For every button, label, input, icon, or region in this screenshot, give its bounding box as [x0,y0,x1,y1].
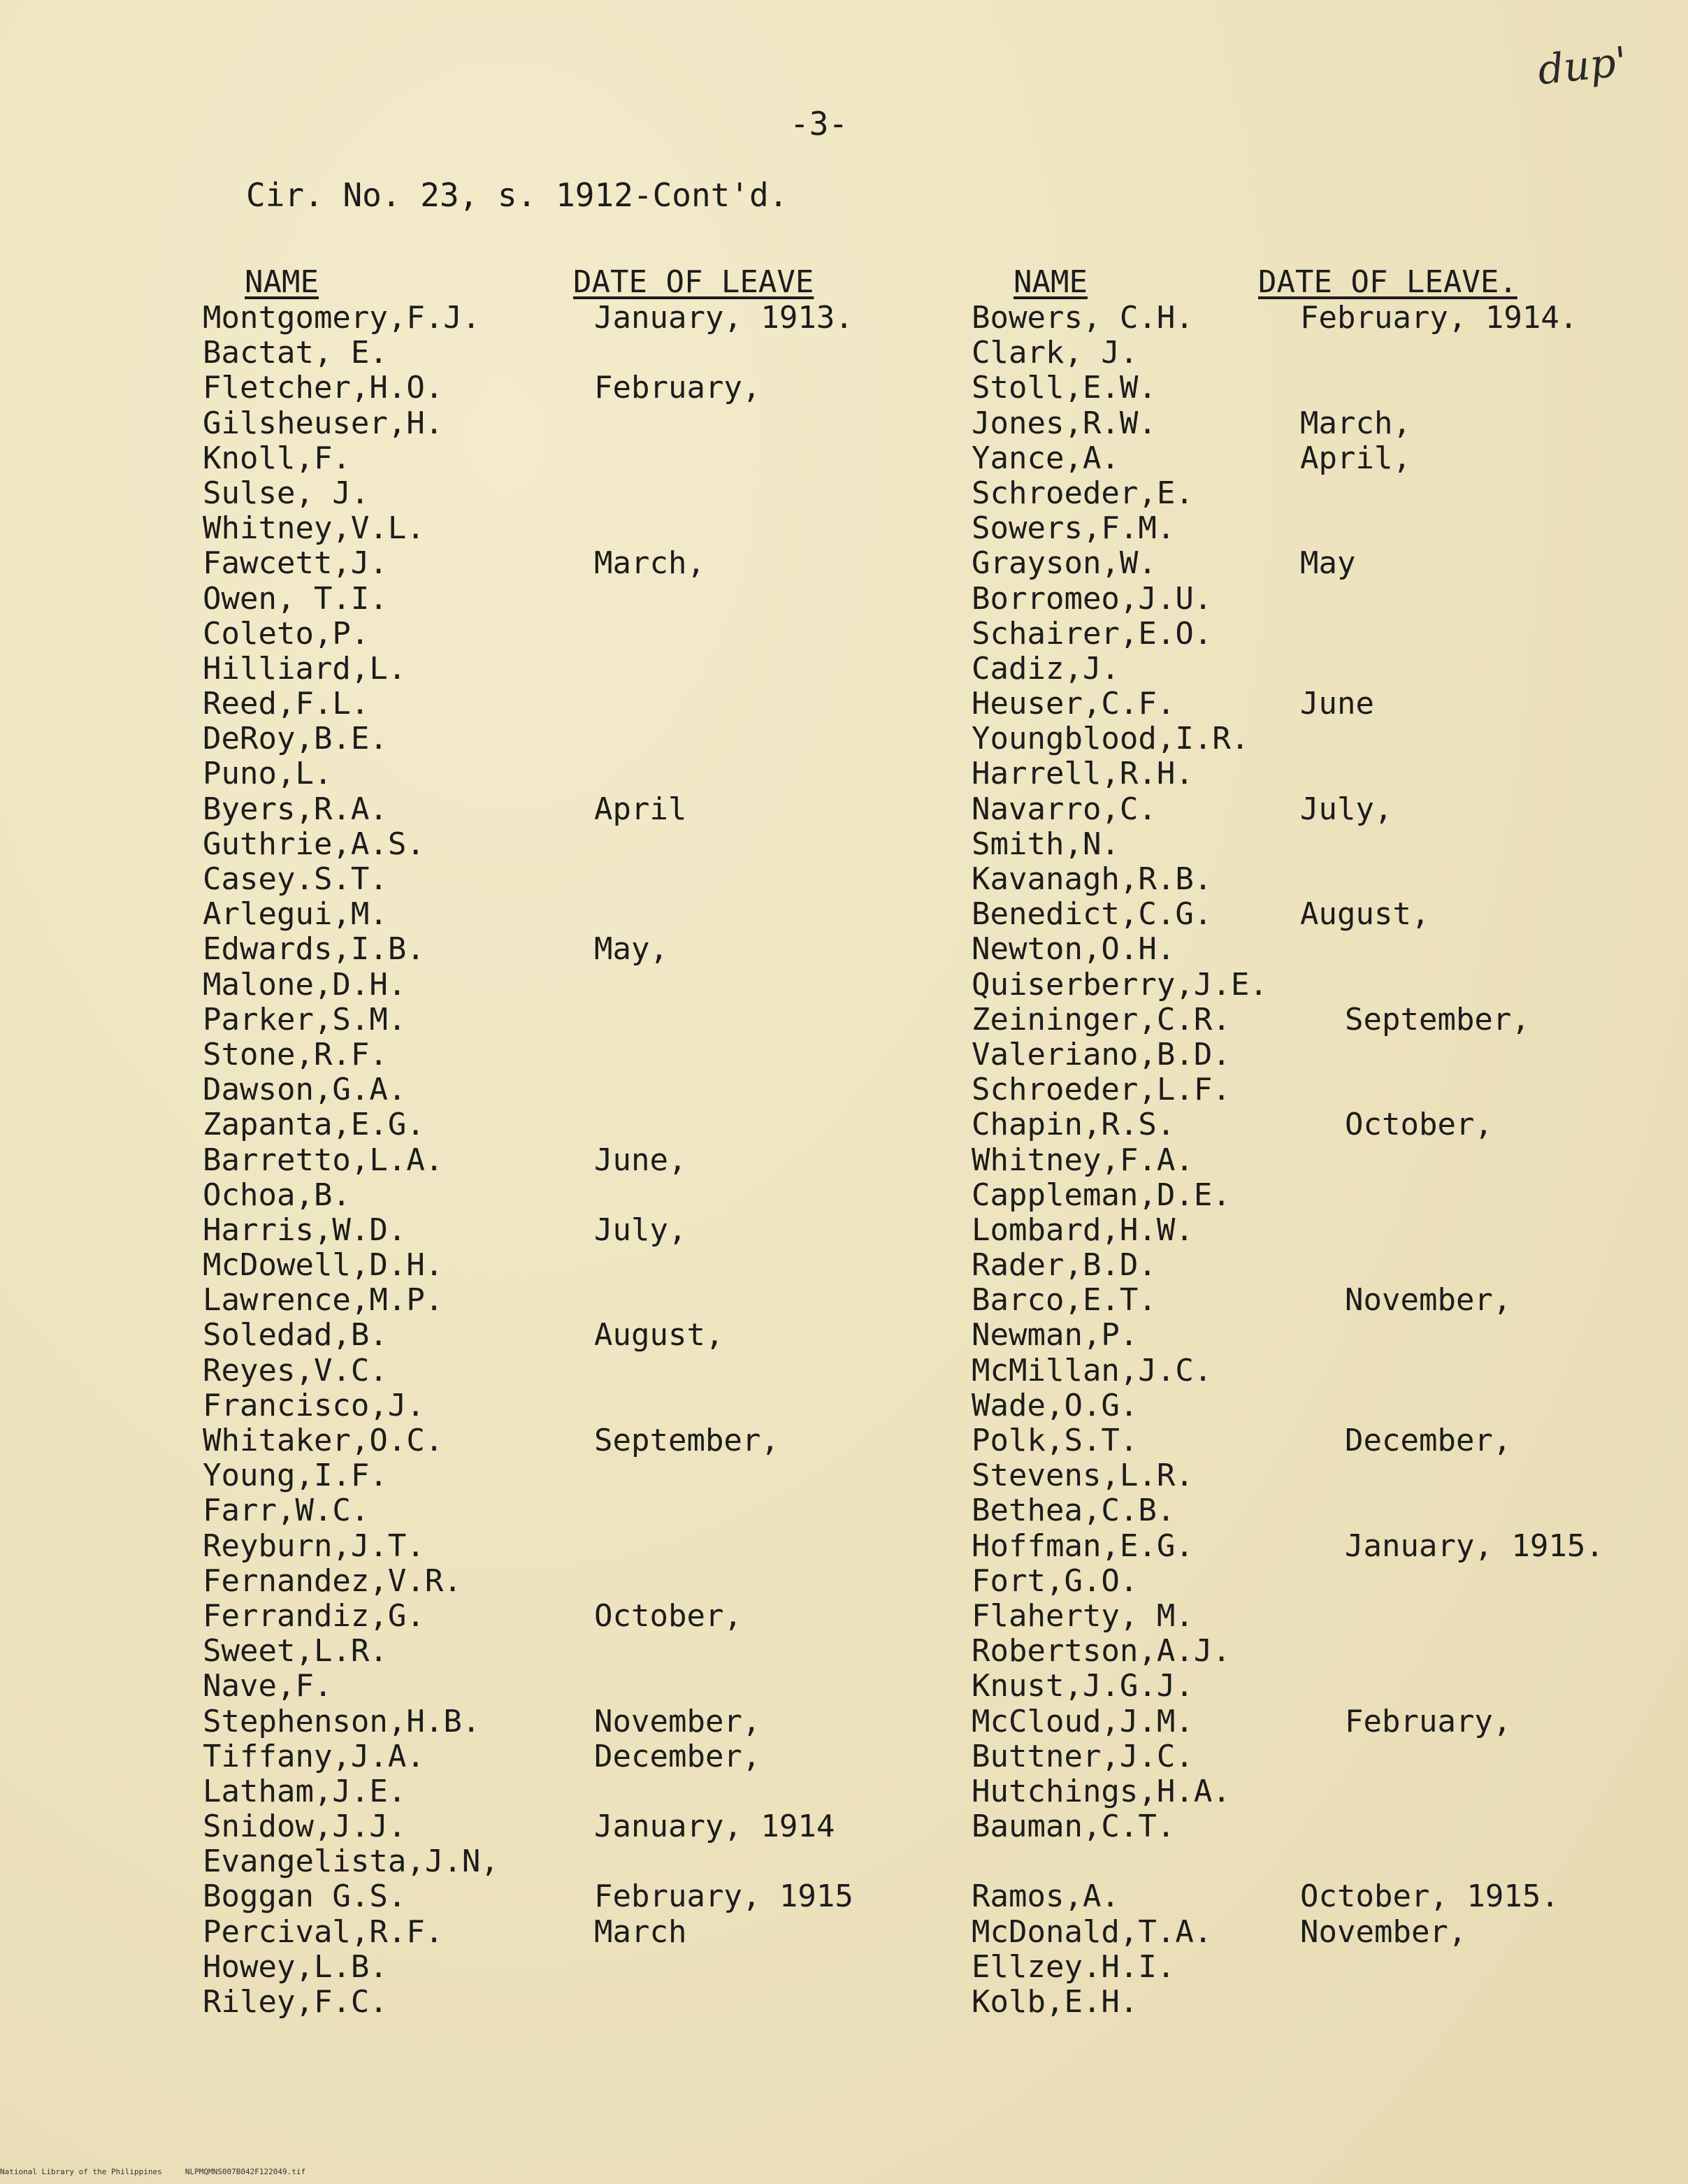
left-date-cell [594,1283,958,1318]
right-name-cell: Newton,O.H. [972,931,1176,968]
right-date-cell: February, [1345,1703,1512,1739]
left-date-cell: June, [594,1142,687,1178]
right-date-cell [1300,1072,1664,1107]
right-date-cell [1300,1493,1664,1528]
left-name-cell: Montgomery,F.J. [203,300,481,336]
left-name-cell: Owen, T.I. [203,580,388,617]
left-name-cell: Parker,S.M. [203,1001,407,1037]
right-name-cell: Lombard,H.W. [972,1212,1194,1248]
left-name-cell: Dawson,G.A. [203,1072,407,1108]
right-name-cell: Bauman,C.T. [972,1809,1176,1845]
left-date-cell [594,1178,958,1213]
left-date-cell [594,1844,958,1879]
right-name-cell: Newman,P. [972,1317,1139,1353]
right-date-cell: October, [1345,1107,1493,1143]
right-date-cell [1300,1809,1664,1844]
right-name-column [972,301,1321,2020]
left-date-cell [594,582,958,617]
left-name-cell: Knoll,F. [203,440,351,476]
left-date-cell [594,441,958,476]
right-name-cell: Bowers, C.H. [972,300,1194,336]
right-date-cell [1300,1599,1664,1634]
right-name-cell: Yance,A. [972,440,1120,476]
left-date-column [594,301,958,2020]
left-date-cell: January, 1913. [594,300,853,336]
left-date-cell [594,336,958,371]
left-date-cell: November, [594,1703,761,1739]
archive-footer: National Library of the Philippines NLPMQMNS007B042F122049.tif [0,2167,306,2176]
left-name-cell: Boggan G.S. [203,1878,407,1915]
right-name-cell: Polk,S.T. [972,1423,1139,1458]
left-date-cell [594,1072,958,1107]
left-name-cell: Fletcher,H.O. [203,370,444,406]
right-date-cell [1300,1353,1664,1388]
right-name-cell: Zeininger,C.R. [972,1001,1231,1037]
right-date-cell: September, [1345,1001,1530,1037]
left-date-cell [594,617,958,652]
left-date-cell [594,756,958,791]
left-date-cell: April [594,791,687,827]
right-date-cell [1300,1669,1664,1704]
right-date-cell: December, [1345,1423,1512,1458]
left-date-cell: May, [594,931,668,968]
right-date-cell [1300,1985,1664,2020]
left-date-cell [594,1037,958,1072]
right-date-cell [1300,1213,1664,1248]
right-date-cell [1300,1143,1664,1178]
right-date-cell: June [1300,686,1374,722]
left-date-cell [594,1003,958,1037]
right-name-cell [972,1844,1321,1879]
circular-reference: Cir. No. 23, s. 1912-Cont'd. [246,176,788,214]
right-name-cell: Whitney,F.A. [972,1142,1194,1178]
right-date-column [1300,301,1664,2020]
right-name-cell: Youngblood,I.R. [972,721,1250,757]
right-date-cell [1300,1844,1664,1879]
left-date-cell [594,721,958,756]
right-date-cell [1300,1564,1664,1599]
right-name-cell: Hutchings,H.A. [972,1773,1231,1809]
right-name-cell: Flaherty, M. [972,1597,1194,1634]
left-name-cell: Harris,W.D. [203,1212,407,1248]
right-name-cell: Kolb,E.H. [972,1984,1139,2020]
left-name-cell: Zapanta,E.G. [203,1107,425,1143]
left-date-cell [594,862,958,897]
right-name-cell: Schroeder,L.F. [972,1072,1231,1108]
right-date-cell [1300,1739,1664,1774]
left-name-cell: Whitney,V.L. [203,510,425,547]
right-name-cell: Stoll,E.W. [972,370,1157,406]
right-date-cell: July, [1300,791,1393,827]
right-name-cell: Chapin,R.S. [972,1107,1176,1143]
right-name-cell: Cadiz,J. [972,650,1120,687]
right-date-cell: August, [1300,896,1430,933]
left-name-cell: Fawcett,J. [203,545,388,582]
left-name-cell: Arlegui,M. [203,896,388,933]
left-date-cell: March [594,1913,687,1950]
right-name-cell: Grayson,W. [972,545,1157,582]
right-date-cell [1300,1388,1664,1423]
right-name-cell: McDonald,T.A. [972,1913,1213,1950]
right-name-cell: Navarro,C. [972,791,1157,827]
right-date-cell [1300,827,1664,862]
left-date-cell: July, [594,1212,687,1248]
left-date-cell [594,1107,958,1142]
right-date-cell [1300,862,1664,897]
right-name-cell: Buttner,J.C. [972,1738,1194,1774]
left-name-cell: Byers,R.A. [203,791,388,827]
left-name-cell: Evangelista,J.N, [203,1844,499,1880]
right-name-cell: Barco,E.T. [972,1282,1157,1319]
left-name-cell: Sweet,L.R. [203,1633,388,1669]
left-name-cell: Sulse, J. [203,475,370,511]
left-name-cell: DeRoy,B.E. [203,721,388,757]
left-name-cell: McDowell,D.H. [203,1247,444,1284]
right-name-cell: Ramos,A. [972,1878,1120,1915]
right-name-cell: McMillan,J.C. [972,1352,1213,1388]
right-date-cell [1300,1318,1664,1353]
left-name-cell: Bactat, E. [203,335,388,371]
left-name-cell: Farr,W.C. [203,1493,370,1529]
left-name-cell: Stephenson,H.B. [203,1703,481,1739]
left-name-cell: Barretto,L.A. [203,1142,444,1178]
right-name-cell: Benedict,C.G. [972,896,1213,933]
right-name-cell: Hoffman,E.G. [972,1528,1194,1564]
left-name-cell: Fernandez,V.R. [203,1562,462,1599]
right-name-cell: Kavanagh,R.B. [972,861,1213,897]
right-name-cell: Smith,N. [972,826,1120,862]
left-date-cell [594,1564,958,1599]
right-date-cell: January, 1915. [1345,1528,1604,1564]
left-name-cell: Percival,R.F. [203,1913,444,1950]
right-date-cell [1300,1248,1664,1283]
right-date-cell [1300,617,1664,652]
left-name-cell: Edwards,I.B. [203,931,425,968]
right-name-cell: Schairer,E.O. [972,615,1213,652]
left-name-cell: Snidow,J.J. [203,1809,407,1845]
left-name-cell: Stone,R.F. [203,1036,388,1072]
right-date-cell [1300,1037,1664,1072]
right-name-cell: Fort,G.O. [972,1562,1139,1599]
right-name-cell: Stevens,L.R. [972,1458,1194,1494]
left-date-cell [594,1774,958,1809]
left-date-cell [594,827,958,862]
left-name-cell: Ochoa,B. [203,1177,351,1213]
right-name-cell: Harrell,R.H. [972,756,1194,792]
left-name-cell: Hilliard,L. [203,650,407,687]
right-name-cell: Valeriano,B.D. [972,1036,1231,1072]
right-name-cell: Heuser,C.F. [972,686,1176,722]
right-date-cell: October, 1915. [1300,1878,1559,1915]
left-date-cell [594,511,958,546]
left-name-cell: Latham,J.E. [203,1773,407,1809]
left-name-cell: Casey.S.T. [203,861,388,897]
right-date-cell [1300,756,1664,791]
right-name-cell: McCloud,J.M. [972,1703,1194,1739]
left-name-cell: Guthrie,A.S. [203,826,425,862]
right-date-cell [1300,336,1664,371]
right-name-cell: Robertson,A.J. [972,1633,1231,1669]
left-date-cell [594,968,958,1003]
right-name-cell: Cappleman,D.E. [972,1177,1231,1213]
right-name-cell: Clark, J. [972,335,1139,371]
left-date-cell [594,1458,958,1493]
left-date-cell [594,1493,958,1528]
right-name-cell: Sowers,F.M. [972,510,1176,547]
right-date-cell: February, 1914. [1300,300,1578,336]
left-date-cell [594,1388,958,1423]
right-name-cell: Bethea,C.B. [972,1493,1176,1529]
left-date-cell: August, [594,1317,724,1353]
right-date-cell [1300,476,1664,511]
right-date-cell [1300,652,1664,687]
left-name-cell: Tiffany,J.A. [203,1738,425,1774]
right-name-cell: Ellzey.H.I. [972,1948,1176,1985]
left-date-cell: January, 1914 [594,1809,835,1845]
right-date-cell [1300,1774,1664,1809]
right-date-cell [1300,721,1664,756]
left-date-cell [594,1985,958,2020]
left-date-cell [594,1248,958,1283]
right-date-cell [1300,932,1664,967]
left-name-column [203,301,594,2020]
left-name-cell: Whitaker,O.C. [203,1423,444,1458]
left-name-cell: Francisco,J. [203,1387,425,1423]
right-date-cell [1300,1178,1664,1213]
left-date-cell [594,897,958,932]
left-date-cell: September, [594,1423,779,1458]
left-date-cell [594,687,958,721]
left-name-cell: Gilsheuser,H. [203,405,444,441]
right-date-cell [1300,1950,1664,1985]
left-date-cell: December, [594,1738,761,1774]
right-date-cell [1300,582,1664,617]
right-date-cell [1300,371,1664,405]
right-date-cell: April, [1300,440,1411,476]
right-date-cell [1300,1458,1664,1493]
header-right-name: NAME [1013,264,1088,300]
left-date-cell: February, 1915 [594,1878,853,1915]
left-date-cell [594,406,958,441]
left-date-cell [594,1353,958,1388]
left-name-cell: Reed,F.L. [203,686,370,722]
right-date-cell [1300,511,1664,546]
right-name-cell: Rader,B.D. [972,1247,1157,1284]
page-number: -3- [790,105,849,143]
left-name-cell: Riley,F.C. [203,1984,388,2020]
right-date-cell: March, [1300,405,1411,441]
left-date-cell [594,1669,958,1704]
left-name-cell: Ferrandiz,G. [203,1597,425,1634]
left-name-cell: Lawrence,M.P. [203,1282,444,1319]
header-left-date: DATE OF LEAVE [573,264,814,300]
left-name-cell: Howey,L.B. [203,1948,388,1985]
right-name-cell: Quiserberry,J.E. [972,966,1268,1003]
left-name-cell: Soledad,B. [203,1317,388,1353]
right-date-cell: November, [1300,1913,1467,1950]
left-name-cell: Reyes,V.C. [203,1352,388,1388]
right-date-cell [1300,1634,1664,1669]
header-left-name: NAME [245,264,319,300]
left-date-cell: March, [594,545,705,582]
right-name-cell: Jones,R.W. [972,405,1157,441]
right-date-cell [1300,968,1664,1003]
right-date-cell: November, [1345,1282,1512,1319]
left-name-cell: Nave,F. [203,1668,333,1704]
left-name-cell: Coleto,P. [203,615,370,652]
left-date-cell [594,1529,958,1564]
left-name-cell: Reyburn,J.T. [203,1528,425,1564]
handwritten-note: dup' [1535,37,1629,94]
right-name-cell: Wade,O.G. [972,1387,1139,1423]
left-date-cell [594,1950,958,1985]
left-date-cell: February, [594,370,761,406]
left-date-cell: October, [594,1597,742,1634]
right-name-cell: Knust,J.G.J. [972,1668,1194,1704]
left-name-cell: Malone,D.H. [203,966,407,1003]
left-date-cell [594,652,958,687]
left-name-cell: Young,I.F. [203,1458,388,1494]
right-name-cell: Schroeder,E. [972,475,1194,511]
right-date-cell: May [1300,545,1356,582]
left-name-cell: Puno,L. [203,756,333,792]
left-date-cell [594,1634,958,1669]
header-right-date: DATE OF LEAVE. [1258,264,1517,300]
right-name-cell: Borromeo,J.U. [972,580,1213,617]
left-date-cell [594,476,958,511]
